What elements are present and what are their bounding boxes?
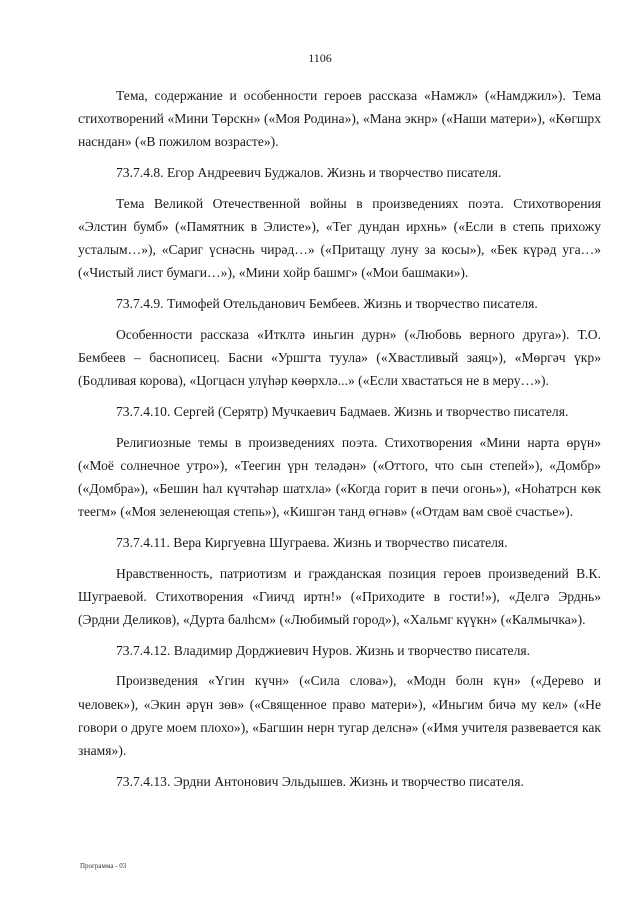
section-heading: 73.7.4.11. Вера Киргуевна Шуграева. Жизнь и творчество писателя. [116,534,508,550]
paragraph: Тема Великой Отечественной войны в произведениях поэта. Стихотворения «Элстин бумб» («Памятник в Элисте»), «Тег дундан ирхнь» («Если в степь прихожу усталым…»), «Сариг үснәснь чирәд…» («Притащу луну за косы»), «Бек күрәд уга…» («Чистый лист бумаги…»), «Мини хойр башмг» («Мои башмаки»). [78,195,601,281]
section-heading: 73.7.4.8. Егор Андреевич Буджалов. Жизнь и творчество писателя. [116,165,502,181]
section-heading: 73.7.4.10. Сергей (Серятр) Мучкаевич Бадмаев. Жизнь и творчество писателя. [116,403,569,419]
page-number: 1106 [308,51,332,65]
section-heading: 73.7.4.13. Эрдни Антонович Эльдышев. Жизнь и творчество писателя. [116,773,524,789]
paragraph: Особенности рассказа «Итклтә иньгин дурн» («Любовь верного друга»). Т.О. Бембеев – баснописец. Басни «Уршгта туула» («Хвастливый заяц»), «Мөргәч үкр» (Бодливая корова), «Цогцасн улүһәр көөрхлә...» («Если хвастаться не в меру…»). [78,326,601,389]
paragraph: Нравственность, патриотизм и гражданская позиция героев произведений В.К. Шуграевой. Стихотворения «Гиичд иртн!» («Приходите в гости!»), «Делгә Эрднь» (Эрдни Деликов), «Дурта балһсм» («Любимый город»), «Хальмг күүкн» («Калмычка»). [78,565,601,628]
paragraph: Религиозные темы в произведениях поэта. Стихотворения «Мини нарта өрүн» («Моё солнечное утро»), «Теегин үрн теләдән» («Оттого, что сын степей»), «Домбр» («Домбра»), «Бешин һал күчтәһәр шатхла» («Когда горит в печи огонь»), «Ноһатрсн көк теегм» («Моя зеленеющая степь»), «Кишгән танд өгнәв» («Отдам вам своё счастье»). [78,434,601,520]
document-body [78,84,601,800]
section-heading: 73.7.4.12. Владимир Дорджиевич Нуров. Жизнь и творчество писателя. [116,642,531,658]
paragraph: Тема, содержание и особенности героев рассказа «Намжл» («Намджил»). Тема стихотворений «Мини Төрскн» («Моя Родина»), «Мана экнр» («Наши матери»), «Көгшрх насндан» («В пожилом возрасте»). [78,88,601,150]
page-footer: Программа - 03 [80,862,127,870]
paragraph: Произведения «Үгин күчн» («Сила слова»), «Модн болн күн» («Дерево и человек»), «Экин әрүн зөв» («Священное право матери»), «Иньгим бичә му кел» («Не говори о друге моем плохо»), «Багшин нерн тугар делснә» («Имя учителя развевается как знамя»). [78,673,601,759]
section-heading: 73.7.4.9. Тимофей Отельданович Бембеев. Жизнь и творчество писателя. [116,296,538,312]
